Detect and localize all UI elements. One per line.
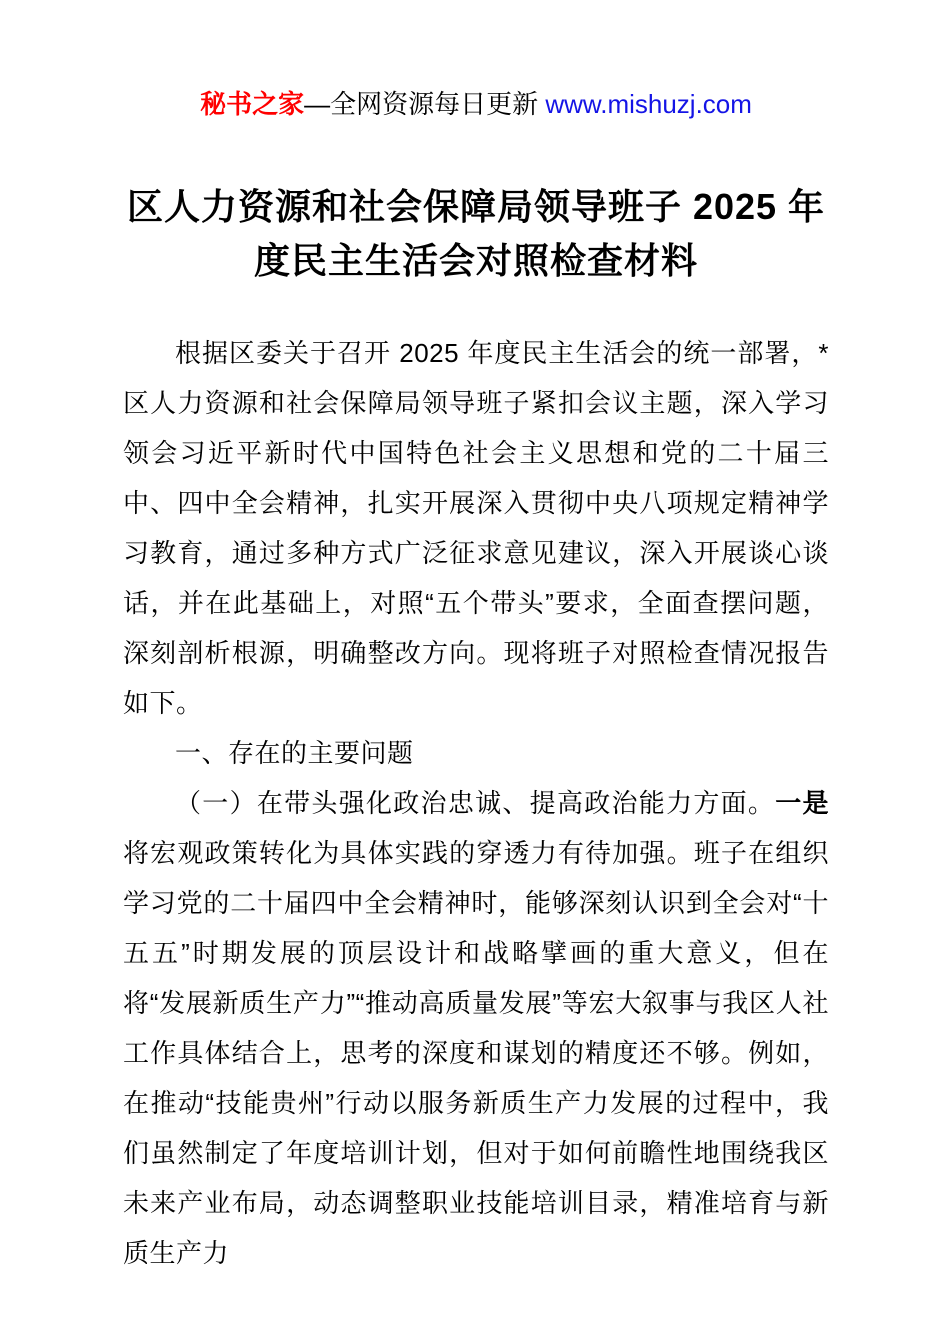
site-brand: 秘书之家 [200, 89, 305, 119]
site-header [123, 86, 829, 122]
section-1-heading: 一、存在的主要问题 [175, 738, 414, 768]
subsection-1-bold-marker: 一是 [775, 788, 829, 818]
subsection-1-lead: （一）在带头强化政治忠诚、提高政治能力方面。 [175, 788, 776, 818]
header-dash: — [304, 89, 331, 119]
document-body [123, 328, 829, 1278]
document-title: 区人力资源和社会保障局领导班子 2025 年度民主生活会对照检查材料 [126, 186, 826, 281]
subsection-1-paragraph [123, 778, 829, 1278]
intro-paragraph: 根据区委关于召开 2025 年度民主生活会的统一部署，*区人力资源和社会保障局领导班子紧扣会议主题，深入学习领会习近平新时代中国特色社会主义思想和党的二十届三中、四中全会精神，扎实开展深入贯彻中央八项规定精神学习教育，通过多种方式广泛征求意见建议，深入开展谈心谈话，并在此基础上，对照“五个带头”要求，全面查摆问题，深刻剖析根源，明确整改方向。现将班子对照检查情况报告如下。 [123, 338, 829, 718]
site-url-link[interactable]: www.mishuzj.com [545, 89, 752, 119]
header-tagline: 全网资源每日更新 [330, 89, 546, 119]
subsection-1-text: 将宏观政策转化为具体实践的穿透力有待加强。班子在组织学习党的二十届四中全会精神时，能够深刻认识到全会对“十五五”时期发展的顶层设计和战略擘画的重大意义，但在将“发展新质生产力”“推动高质量发展”等宏大叙事与我区人社工作具体结合上，思考的深度和谋划的精度还不够。例如，在推动“技能贵州”行动以服务新质生产力发展的过程中，我们虽然制定了年度培训计划，但对于如何前瞻性地围绕我区未来产业布局，动态调整职业技能培训目录，精准培育与新质生产力 [123, 838, 829, 1268]
